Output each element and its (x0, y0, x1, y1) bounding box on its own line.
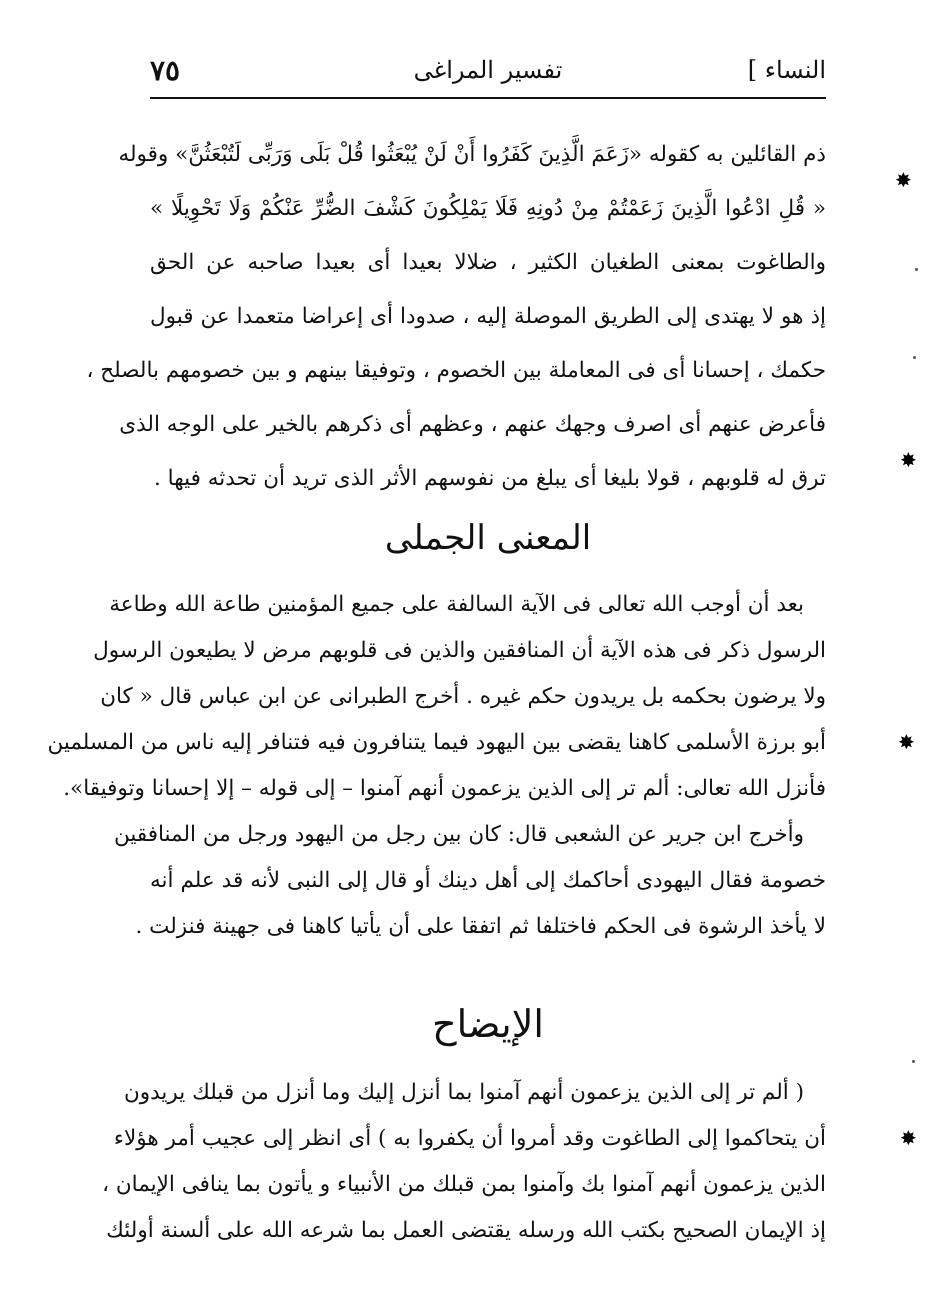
scan-mark: ✸ (900, 448, 917, 472)
scan-speck (912, 1060, 915, 1063)
commentary-block (86, 128, 826, 506)
text-line: إذ الإيمان الصحيح بكتب الله ورسله يقتضى العمل بما شرعه الله على ألسنة أولئك (106, 1218, 826, 1243)
text-line: والطاغوت بمعنى الطغيان الكثير ، ضلالا بعيدا أى بعيدا صاحبه عن الحق (150, 250, 826, 275)
scan-mark: ✸ (895, 168, 912, 192)
text-line: إذ هو لا يهتدى إلى الطريق الموصلة إليه ، صدودا أى إعراضا متعمدا عن قبول (150, 304, 826, 329)
text-line: بعد أن أوجب الله تعالى فى الآية السالفة على جميع المؤمنين طاعة الله وطاعة (109, 592, 804, 617)
text-line: لا يأخذ الرشوة فى الحكم فاختلفا ثم اتفقا على أن يأتيا كاهنا فى جهينة فنزلت . (135, 914, 826, 939)
text-line: ترق له قلوبهم ، قولا بليغا أى يبلغ من نفوسهم الأثر الذى تريد أن تحدثه فيها . (154, 466, 826, 491)
text-line: الرسول ذكر فى هذه الآية أن المنافقين والذين فى قلوبهم مرض لا يطيعون الرسول (93, 638, 826, 663)
text-line: وأخرج ابن جرير عن الشعبى قال: كان بين رجل من اليهود ورجل من المنافقين (113, 822, 804, 847)
text-line: خصومة فقال اليهودى أحاكمك إلى أهل دينك أو قال إلى النبى لأنه قد علم أنه (150, 868, 826, 893)
summary-block (47, 582, 826, 950)
header-rule (150, 97, 826, 99)
book-title: تفسير المراغى (413, 56, 563, 84)
page-header (150, 52, 826, 92)
text-line: « قُلِ ادْعُوا الَّذِينَ زَعَمْتُمْ مِنْ دُونِهِ فَلَا يَمْلِكُونَ كَشْفَ الضُّرِّ عَنْكُمْ وَلَا تَحْوِيلًا » (150, 196, 826, 221)
text-line: أن يتحاكموا إلى الطاغوت وقد أمروا أن يكفروا به ) أى انظر إلى عجيب أمر هؤلاء (113, 1126, 826, 1151)
scan-mark: ✸ (900, 1126, 917, 1150)
scan-speck (913, 356, 916, 359)
text-line: أبو برزة الأسلمى كاهنا يقضى بين اليهود فيما يتنافرون فيه فتنافر إليه ناس من المسلمين (47, 730, 826, 755)
page-number: ٧٥ (150, 54, 181, 87)
section-heading: المعنى الجملى (384, 518, 592, 558)
text-line: فأنزل الله تعالى: ألم تر إلى الذين يزعمون أنهم آمنوا – إلى قوله – إلا إحسانا وتوفيقا». (63, 776, 826, 801)
text-line: حكمك ، إحسانا أى فى المعاملة بين الخصوم ، وتوفيقا بينهم و بين خصومهم بالصلح ، (86, 358, 826, 383)
scan-mark: ✸ (898, 730, 915, 754)
text-line: ( ألم تر إلى الذين يزعمون أنهم آمنوا بما أنزل إليك وما أنزل من قبلك يريدون (123, 1080, 804, 1105)
explanation-block (102, 1070, 826, 1254)
text-line: الذين يزعمون أنهم آمنوا بك وآمنوا بمن قبلك من الأنبياء و يأتون بما ينافى الإيمان ، (102, 1172, 826, 1197)
scan-speck (915, 268, 918, 271)
text-line: ذم القائلين به كقوله «زَعَمَ الَّذِينَ كَفَرُوا أَنْ لَنْ يُبْعَثُوا قُلْ بَلَى وَرَبِّى لَتُبْعَثُنَّ» وقوله (118, 142, 826, 167)
chapter-name: النساء ] (747, 56, 826, 84)
section-heading: الإيضاح (432, 1002, 544, 1046)
text-line: فأعرض عنهم أى اصرف وجهك عنهم ، وعظهم أى ذكرهم بالخير على الوجه الذى (119, 412, 826, 437)
text-line: ولا يرضون بحكمه بل يريدون حكم غيره . أخرج الطبرانى عن ابن عباس قال « كان (100, 684, 826, 709)
